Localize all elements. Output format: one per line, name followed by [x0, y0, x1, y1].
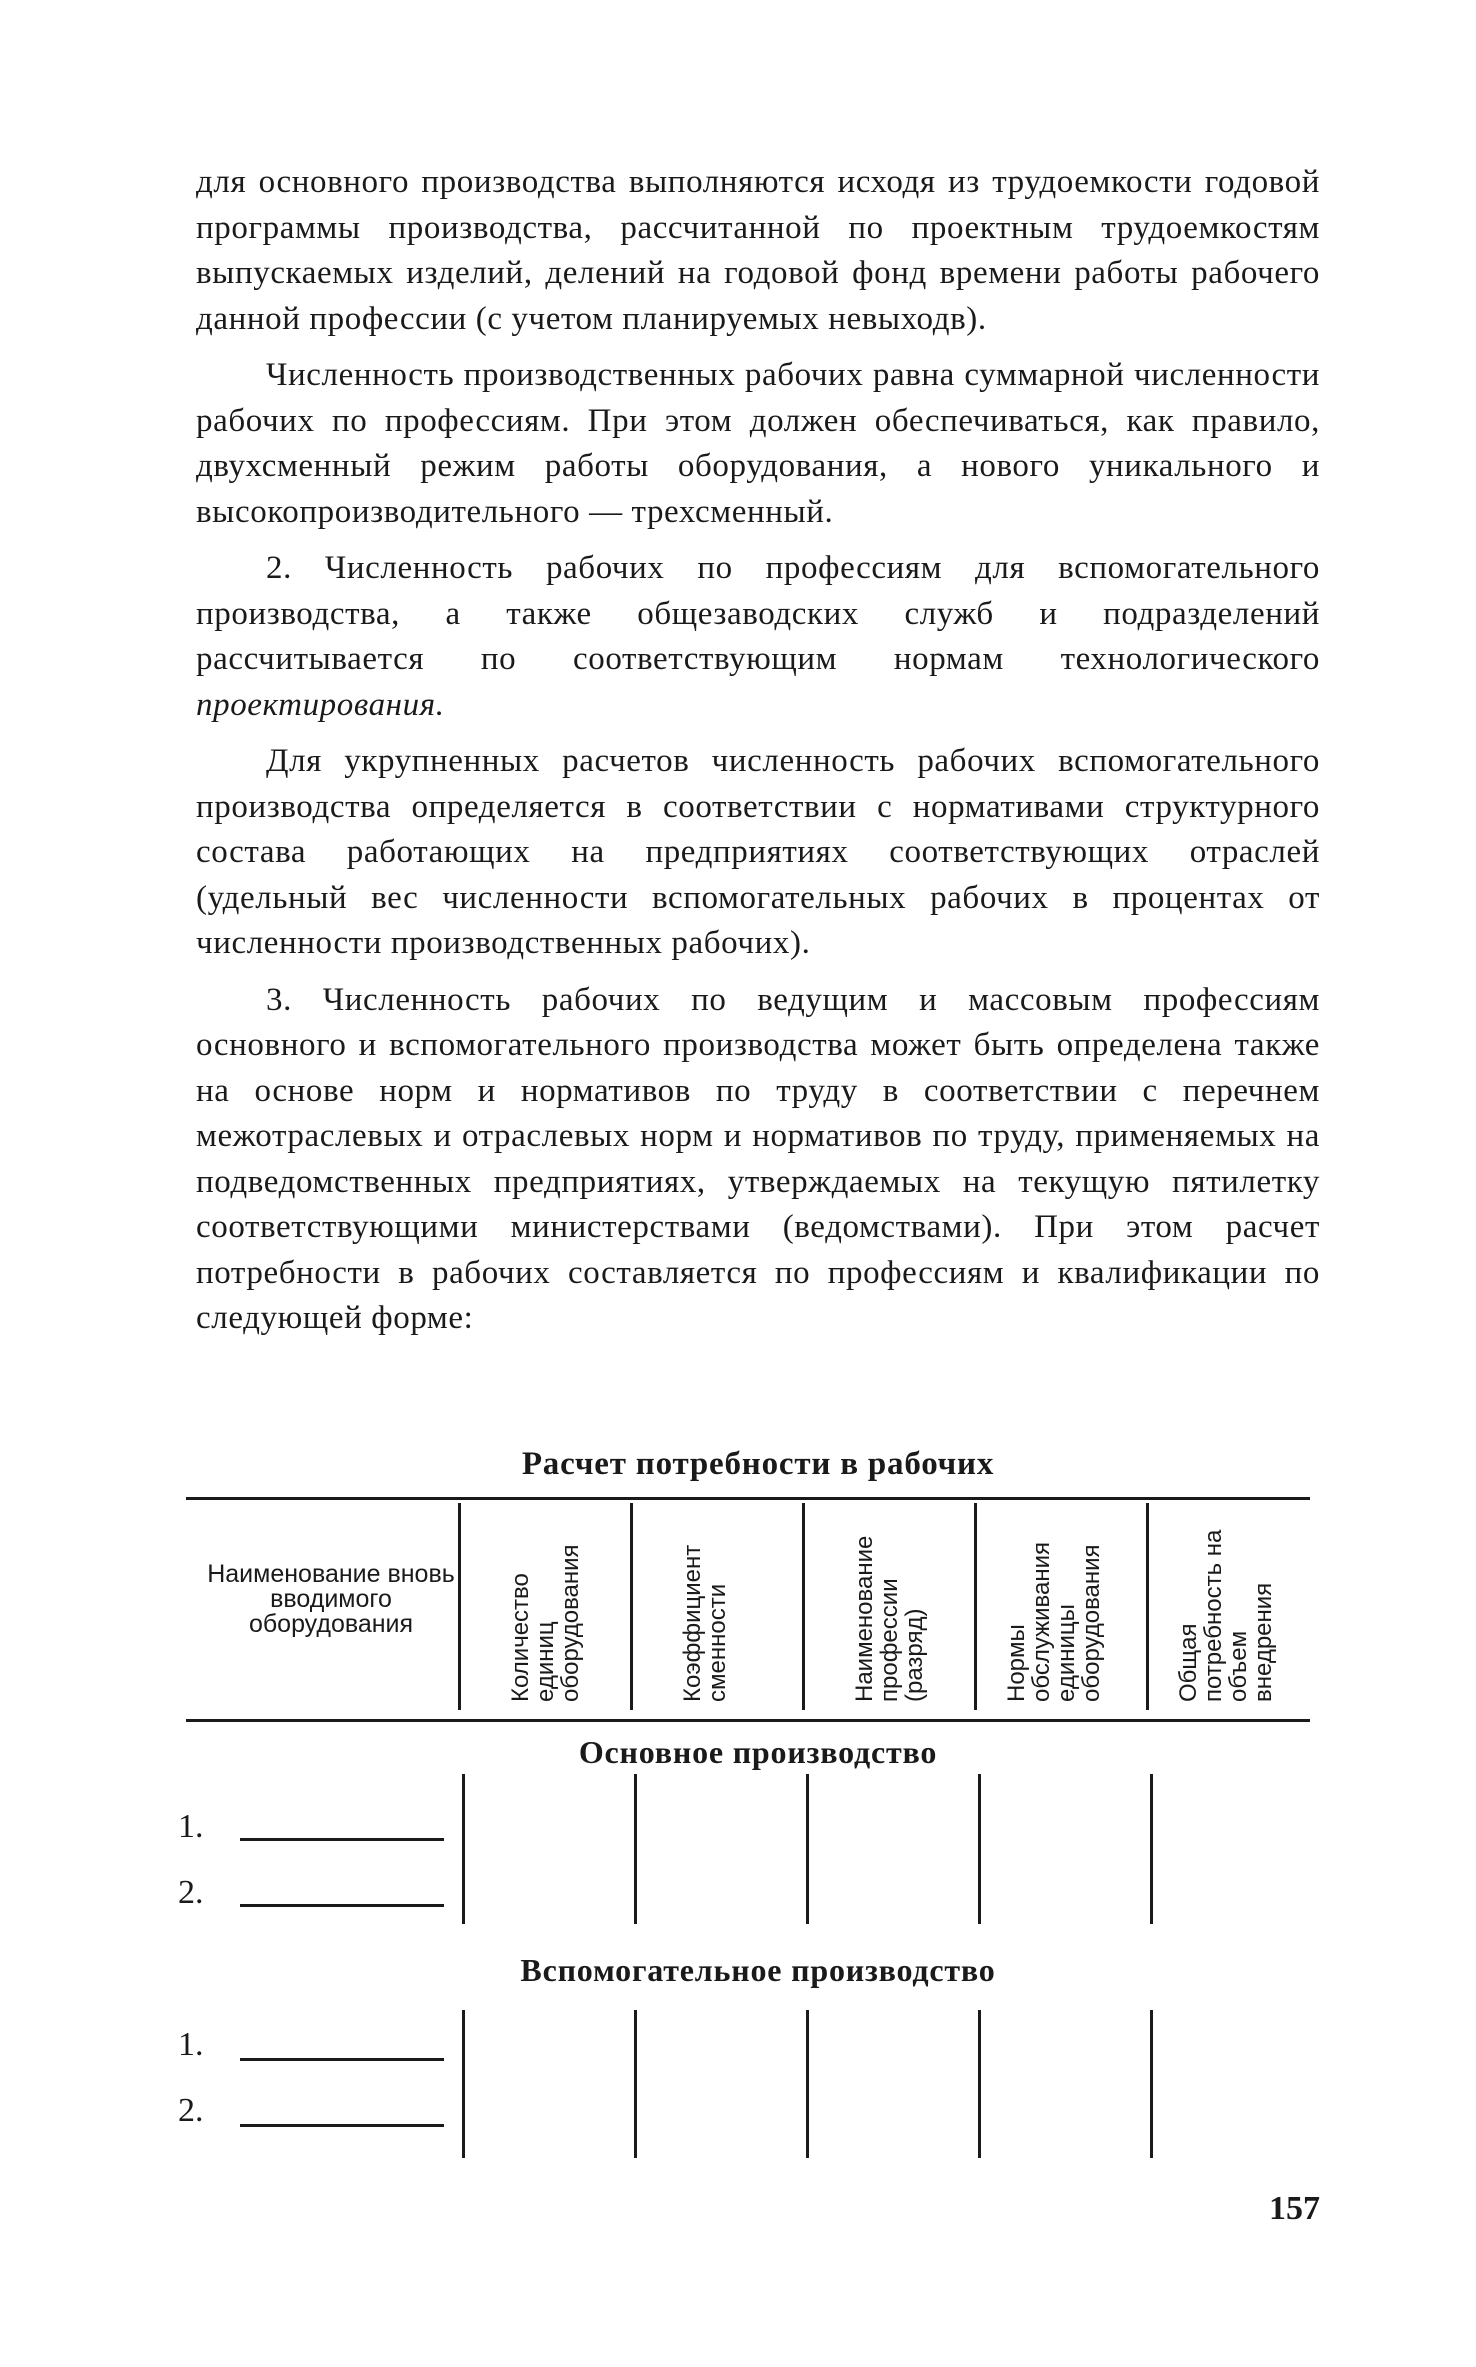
- section-title-main: Основное производство: [578, 1734, 938, 1770]
- aux-divider-3: [806, 2010, 809, 2158]
- paragraph-3-text: 2. Численность рабочих по профессиям для вспомогательного производства, а также общезаводских служб и подразделений рассчитывается по соответствующим нормам технологического: [196, 550, 1320, 677]
- aux-row-2-label: 2.: [178, 2092, 204, 2129]
- main-divider-1: [462, 1774, 465, 1924]
- aux-row-1-line: [240, 2058, 444, 2061]
- column-header-service-norms: Нормы обслуживания единицы оборудования: [1003, 1541, 1105, 1702]
- aux-row-2-line: [240, 2124, 444, 2127]
- header-divider-5: [1146, 1503, 1149, 1710]
- section-title-auxiliary: Вспомогательное производство: [520, 1952, 996, 1988]
- aux-divider-1: [462, 2010, 465, 2158]
- main-divider-5: [1150, 1774, 1153, 1924]
- paragraph-2: Численность производственных рабочих равна суммарной численности рабочих по профессиям. При этом должен обеспечиваться, как правило, двухсменный режим работы оборудования, а нового уникального и высокопроизводительного — трехсменный.: [196, 357, 1320, 530]
- paragraph-3: [196, 546, 1320, 728]
- main-divider-4: [978, 1774, 981, 1924]
- main-divider-2: [634, 1774, 637, 1924]
- main-divider-3: [806, 1774, 809, 1924]
- column-header-profession: Наименование профессии (разряд): [851, 1535, 928, 1702]
- main-row-2-label: 2.: [178, 1874, 204, 1911]
- body-text: [196, 160, 1320, 1353]
- header-divider-2: [630, 1503, 633, 1710]
- table-caption: Расчет потребности в рабочих: [521, 1446, 995, 1482]
- main-row-2-line: [240, 1904, 444, 1907]
- aux-row-1-label: 1.: [178, 2026, 204, 2063]
- header-divider-4: [974, 1503, 977, 1710]
- paragraph-3-italic: проектирования.: [196, 686, 445, 723]
- paragraph-5: 3. Численность рабочих по ведущим и массовым профессиям основного и вспомогательного производства может быть определена также на основе норм и нормативов по труду в соответствии с перечнем межотраслевых и отраслевых норм и нормативов по труду, применяемых на подведомственных предприятиях, утверждаемых на текущую пятилетку соответствующими министерствами (ведомствами). При этом расчет потребности в рабочих составляется по профессиям и квалификации по следующей форме:: [196, 981, 1320, 1336]
- page-number: 157: [1269, 2190, 1320, 2227]
- aux-divider-5: [1150, 2010, 1153, 2158]
- column-header-total-need: Общая потребность на объем внедрения: [1175, 1529, 1277, 1702]
- aux-divider-4: [978, 2010, 981, 2158]
- paragraph-4: Для укрупненных расчетов численность рабочих вспомогательного производства определяется в соответствии с нормативами структурного состава работающих на предприятиях соответствующих отраслей (удельный вес численности вспомогательных рабочих в процентах от численности производственных рабочих).: [196, 743, 1320, 961]
- header-divider-3: [802, 1503, 805, 1710]
- column-header-shift-coefficient: Коэффициент сменности: [679, 1544, 731, 1702]
- column-header-equipment-name: Наименование вновь вводимого оборудования: [207, 1560, 455, 1638]
- table-header-rule: [186, 1719, 1310, 1722]
- paragraph-1: для основного производства выполняются исходя из трудоемкости годовой программы производства, рассчитанной по проектным трудоемкостям выпускаемых изделий, делений на годовой фонд времени работы рабочего данной профессии (с учетом планируемых невыходв).: [196, 164, 1320, 337]
- aux-divider-2: [634, 2010, 637, 2158]
- main-row-1-line: [240, 1838, 444, 1841]
- table-top-rule: [186, 1497, 1310, 1500]
- column-header-units-count: Количество единиц оборудования: [507, 1544, 584, 1702]
- main-row-1-label: 1.: [178, 1808, 204, 1845]
